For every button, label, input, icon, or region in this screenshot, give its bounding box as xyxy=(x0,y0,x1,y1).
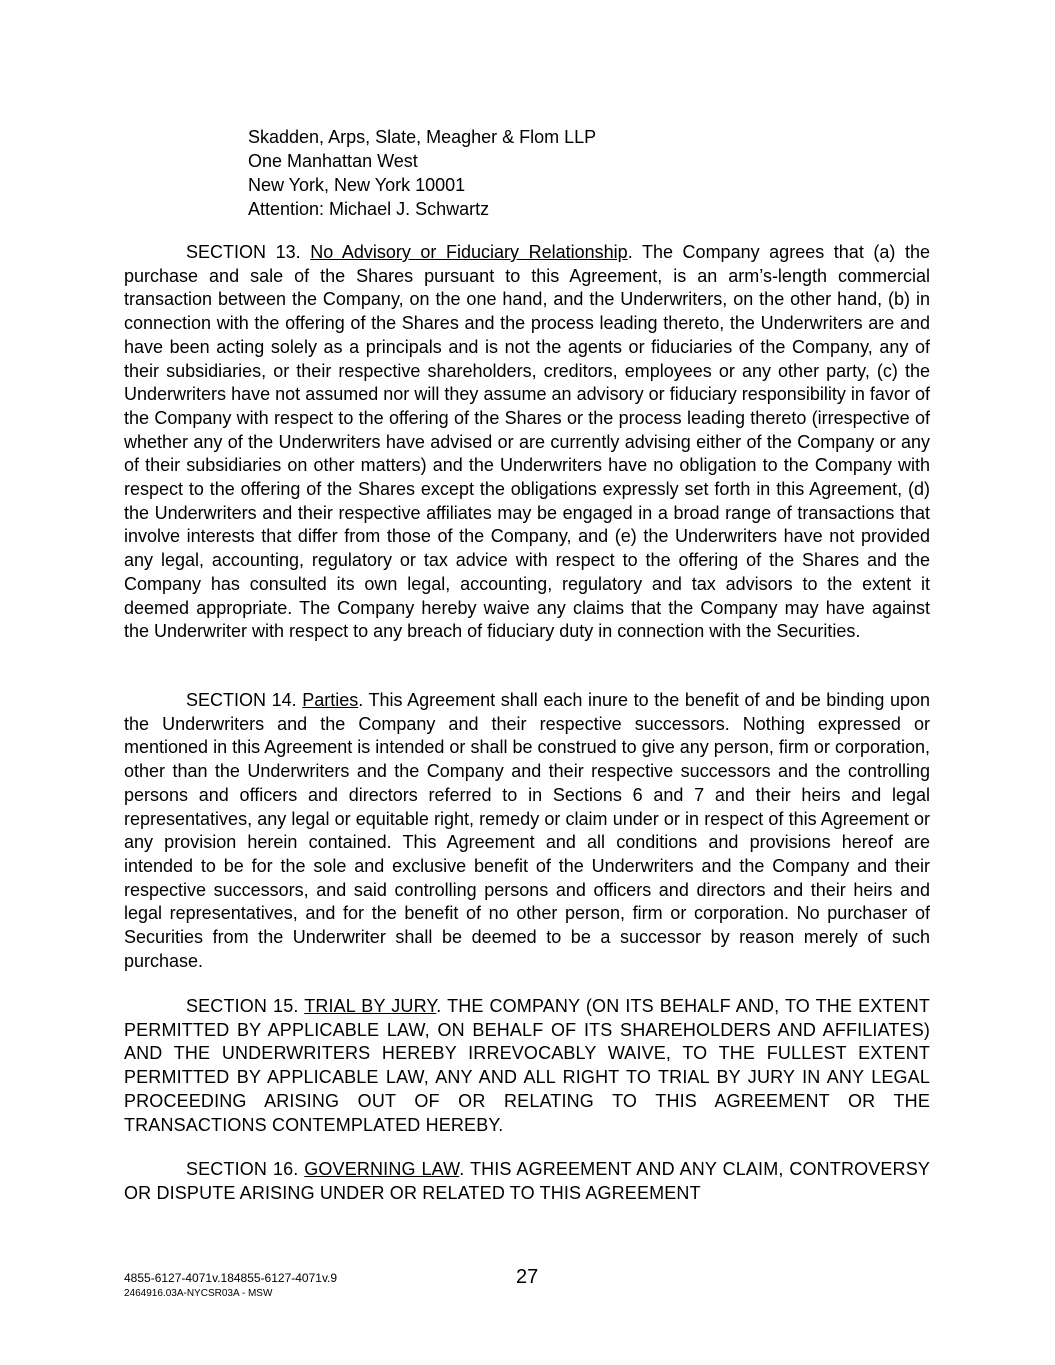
section-16-body: THIS AGREEMENT AND ANY CLAIM, CONTROVERSY OR DISPUTE ARISING UNDER OR RELATED TO THIS AGREEMENT xyxy=(124,1159,931,1203)
section-14-paragraph: SECTION 14. Parties. This Agreement shall each inure to the benefit of and be binding upon the Underwriters and the Company and their respective successors. Nothing expressed or mentioned in this Agreement is intended or shall be construed to give any person, firm or corporation, other than the Underwriters and the Company and their respective successors and the controlling persons and officers and directors referred to in Sections 6 and 7 and their heirs and legal representatives, any legal or equitable right, remedy or claim under or in respect of this Agreement or any provision herein contained. This Agreement and all conditions and provisions hereof are intended to be for the sole and exclusive benefit of the Underwriters and the Company and their respective successors, and said controlling persons and officers and directors and their heirs and legal representatives, and for the benefit of no other person, firm or corporation. No purchaser of Securities from the Underwriter shall be deemed to be a successor by reason merely of such purchase. xyxy=(124,690,930,971)
section-16-label: SECTION 16. xyxy=(186,1159,299,1179)
address-line-attention: Attention: Michael J. Schwartz xyxy=(248,199,490,219)
section-16-paragraph: SECTION 16. GOVERNING LAW. THIS AGREEMENT AND ANY CLAIM, CONTROVERSY OR DISPUTE ARISING UNDER OR RELATED TO THIS AGREEMENT xyxy=(124,1159,931,1203)
section-14-body: This Agreement shall each inure to the benefit of and be binding upon the Underwriters and the Company and their respective successors. Nothing expressed or mentioned in this Agreement is intended or shall be construed to give any person, firm or corporation, other than the Underwriters and the Company and their respective successors and the controlling persons and officers and directors referred to in Sections 6 and 7 and their heirs and legal representatives, any legal or equitable right, remedy or claim under or in respect of this Agreement or any provision herein contained. This Agreement and all conditions and provisions hereof are intended to be for the sole and exclusive benefit of the Underwriters and the Company and their respective successors, and said controlling persons and officers and directors and their heirs and legal representatives, and for the benefit of no other person, firm or corporation. No purchaser of Securities from the Underwriter shall be deemed to be a successor by reason merely of such purchase. xyxy=(124,690,930,971)
section-13-paragraph: SECTION 13. No Advisory or Fiduciary Relationship. The Company agrees that (a) the purchase and sale of the Shares pursuant to this Agreement, is an arm’s-length commercial transaction between the Company, on the one hand, and the Underwriters, on the other hand, (b) in connection with the offering of the Shares and the process leading thereto, the Underwriters are and have been acting solely as a principals and is not the agents or fiduciaries of the Company, any of their subsidiaries, or their respective shareholders, creditors, employees or any other party, (c) the Underwriters have not assumed nor will they assume an advisory or fiduciary responsibility in favor of the Company with respect to the offering of the Shares or the process leading thereto (irrespective of whether any of the Underwriters have advised or are currently advising either of the Company or any of their subsidiaries on other matters) and the Underwriters have no obligation to the Company with respect to the offering of the Shares except the obligations expressly set forth in this Agreement, (d) the Underwriters and their respective affiliates may be engaged in a broad range of transactions that involve interests that differ from those of the Company, and (e) the Underwriters have not provided any legal, accounting, regulatory or tax advice with respect to the offering of the Shares and the Company has consulted its own legal, accounting, regulatory and tax advisors to the extent it deemed appropriate. The Company hereby waive any claims that the Company may have against the Underwriter with respect to any breach of fiduciary duty in connection with the Securities. xyxy=(124,242,931,642)
section-15-paragraph: SECTION 15. TRIAL BY JURY. THE COMPANY (ON ITS BEHALF AND, TO THE EXTENT PERMITTED BY APPLICABLE LAW, ON BEHALF OF ITS SHAREHOLDERS AND AFFILIATES) AND THE UNDERWRITERS HEREBY IRREVOCABLY WAIVE, TO THE FULLEST EXTENT PERMITTED BY APPLICABLE LAW, ANY AND ALL RIGHT TO TRIAL BY JURY IN ANY LEGAL PROCEEDING ARISING OUT OF OR RELATING TO THIS AGREEMENT OR THE TRANSACTIONS CONTEMPLATED HEREBY. xyxy=(124,996,930,1135)
footer-document-id-secondary: 2464916.03A-NYCSR03A - MSW xyxy=(124,1288,273,1299)
section-16-heading: GOVERNING LAW xyxy=(304,1159,460,1179)
section-15-heading: TRIAL BY JURY xyxy=(304,996,437,1016)
section-15-body: THE COMPANY (ON ITS BEHALF AND, TO THE EXTENT PERMITTED BY APPLICABLE LAW, ON BEHALF OF ITS SHAREHOLDERS AND AFFILIATES) AND THE UNDERWRITERS HEREBY IRREVOCABLY WAIVE, TO THE FULLEST EXTENT PERMITTED BY APPLICABLE LAW, ANY AND ALL RIGHT TO TRIAL BY JURY IN ANY LEGAL PROCEEDING ARISING OUT OF OR RELATING TO THIS AGREEMENT OR THE TRANSACTIONS CONTEMPLATED HEREBY. xyxy=(124,996,930,1135)
page-number: 27 xyxy=(516,1266,539,1288)
section-14-heading: Parties xyxy=(302,690,359,710)
footer-document-id: 4855-6127-4071v.184855-6127-4071v.9 xyxy=(124,1271,338,1285)
section-13-body: The Company agrees that (a) the purchase and sale of the Shares pursuant to this Agreement, is an arm’s-length commercial transaction between the Company, on the one hand, and the Underwriters, on the other hand, (b) in connection with the offering of the Shares and the process leading thereto, the Underwriters are and have been acting solely as a principals and is not the agents or fiduciaries of the Company, any of their subsidiaries, or their respective shareholders, creditors, employees or any other party, (c) the Underwriters have not assumed nor will they assume an advisory or fiduciary responsibility in favor of the Company with respect to the offering of the Shares or the process leading thereto (irrespective of whether any of the Underwriters have advised or are currently advising either of the Company or any of their subsidiaries on other matters) and the Underwriters have no obligation to the Company with respect to the offering of the Shares except the obligations expressly set forth in this Agreement, (d) the Underwriters and their respective affiliates may be engaged in a broad range of transactions that involve interests that differ from those of the Company, and (e) the Underwriters have not provided any legal, accounting, regulatory or tax advice with respect to the offering of the Shares and the Company has consulted its own legal, accounting, regulatory and tax advisors to the extent it deemed appropriate. The Company hereby waive any claims that the Company may have against the Underwriter with respect to any breach of fiduciary duty in connection with the Securities. xyxy=(124,242,931,642)
section-14-label: SECTION 14. xyxy=(186,690,297,710)
address-line-city: New York, New York 10001 xyxy=(248,175,466,195)
section-13-heading: No Advisory or Fiduciary Relationship xyxy=(310,242,628,262)
section-15-label: SECTION 15. xyxy=(186,996,299,1016)
notice-address-block xyxy=(248,125,596,221)
address-line-firm: Skadden, Arps, Slate, Meagher & Flom LLP xyxy=(248,127,597,147)
address-line-street: One Manhattan West xyxy=(248,151,418,171)
section-13-label: SECTION 13. xyxy=(186,242,301,262)
